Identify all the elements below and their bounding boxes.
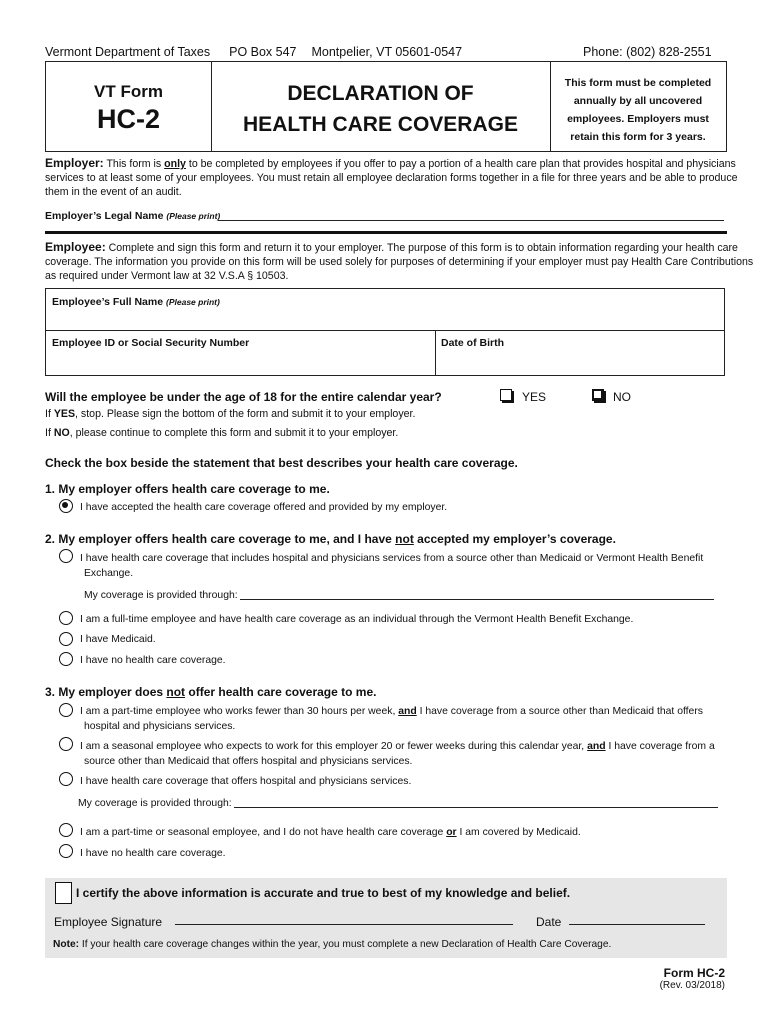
option-text: I have coverage from a	[608, 741, 715, 752]
po-box: PO Box 547	[229, 45, 297, 59]
section-2-option-3-label: I have Medicaid.	[80, 634, 156, 645]
certification-panel	[45, 878, 727, 958]
if-text: If	[45, 408, 51, 420]
section-3-option-3-label: I have health care coverage that offers hospital and physicians services.	[80, 776, 412, 787]
yes-checkbox[interactable]	[500, 389, 512, 401]
section-divider	[45, 231, 727, 234]
option-text: source other than Medicaid that offers hospital and physicians services.	[84, 756, 413, 767]
and-emphasis: and	[587, 741, 606, 752]
employee-text: coverage. The information you provide on this form will be used solely for purposes of determining if your employer must pay Health Care Contributions	[45, 256, 754, 268]
option-text: Exchange.	[84, 568, 134, 579]
no-checkbox[interactable]	[592, 389, 604, 401]
employer-text: to be completed by employees if you offer to pay a portion of a health care plan that provides hospital and physicians	[188, 158, 736, 170]
section-3-heading	[45, 685, 376, 699]
retention-note-line: retain this form for 3 years.	[570, 131, 706, 143]
heading-text: 3. My employer does	[45, 685, 164, 699]
employer-text: services to at least some of your employees. You must retain all employee declaration forms together in a file for three years and be able to produce	[45, 172, 738, 184]
only-emphasis: only	[164, 158, 186, 170]
check-heading: Check the box beside the statement that best describes your health care coverage.	[45, 456, 518, 470]
section-1-heading: 1. My employer offers health care coverage to me.	[45, 482, 330, 496]
note-lead: Note:	[53, 939, 80, 950]
employer-lead: Employer:	[45, 156, 104, 170]
section-2-option-4-label: I have no health care coverage.	[80, 655, 226, 666]
signature-field[interactable]	[175, 916, 513, 925]
section-3-option-1-label	[80, 704, 720, 734]
not-emphasis: not	[395, 532, 414, 546]
full-name-text: Employee’s Full Name	[52, 296, 164, 308]
option-text: I am a seasonal employee who expects to work for this employer 20 or fewer weeks during this calendar year,	[80, 741, 585, 752]
please-print-note: (Please print)	[166, 211, 221, 221]
option-text: I have coverage from a source other than Medicaid that offers	[419, 706, 703, 717]
box-divider	[435, 330, 436, 375]
option-text: I am a part-time or seasonal employee, and I do not have health care coverage	[80, 827, 444, 838]
retention-note-line: annually by all uncovered	[573, 95, 703, 107]
section-2-option-4-radio[interactable]	[59, 652, 73, 666]
certify-statement: I certify the above information is accurate and true to best of my knowledge and belief.	[76, 886, 571, 900]
heading-text: accepted my employer’s coverage.	[417, 532, 616, 546]
box-divider	[46, 330, 724, 331]
not-emphasis: not	[166, 685, 186, 699]
employer-instructions	[45, 156, 745, 199]
section-2-heading	[45, 532, 616, 546]
section-3-option-2-radio[interactable]	[59, 737, 73, 751]
section-2-provided-through-field[interactable]	[240, 588, 714, 600]
footer-revision: (Rev. 03/2018)	[659, 980, 725, 991]
option-text: I am covered by Medicaid.	[459, 827, 581, 838]
section-3-option-4-label	[80, 825, 581, 840]
title-box	[45, 61, 727, 152]
employee-id-label: Employee ID or Social Security Number	[52, 337, 250, 349]
department-name: Vermont Department of Taxes	[45, 45, 211, 59]
employee-text: Complete and sign this form and return it to your employer. The purpose of this form is to obtain information regarding your health care	[108, 242, 738, 254]
please-print-note: (Please print)	[166, 297, 220, 307]
employee-id-field[interactable]	[48, 351, 432, 373]
legal-name-text: Employer’s Legal Name	[45, 210, 164, 222]
section-2-option-3-radio[interactable]	[59, 632, 73, 646]
retention-note-line: This form must be completed	[564, 77, 712, 89]
header-address	[45, 45, 462, 59]
retention-note-line: employees. Employers must	[567, 113, 709, 125]
title-line-2: HEALTH CARE COVERAGE	[243, 113, 518, 136]
certify-checkbox[interactable]	[55, 882, 72, 904]
form-code: HC-2	[96, 104, 160, 134]
city-address: Montpelier, VT 05601-0547	[311, 45, 463, 59]
section-3-option-4-radio[interactable]	[59, 823, 73, 837]
if-text: If	[45, 427, 51, 439]
yes-emphasis: YES	[53, 408, 76, 420]
and-emphasis: and	[398, 706, 417, 717]
phone-number: Phone: (802) 828-2551	[583, 45, 712, 59]
employee-full-name-label	[52, 296, 220, 308]
section-3-provided-through-label: My coverage is provided through:	[78, 798, 232, 809]
section-2-option-2-label: I am a full-time employee and have health care coverage as an individual through the Vermont Health Benefit Exchange.	[80, 614, 634, 625]
footer-form-code: Form HC-2	[663, 966, 725, 980]
employer-text: them in the event of an audit.	[45, 186, 182, 198]
option-text: hospital and physicians services.	[84, 721, 236, 732]
section-2-option-2-radio[interactable]	[59, 611, 73, 625]
section-1-option-1-radio[interactable]	[59, 499, 73, 513]
heading-text: 2. My employer offers health care coverage to me, and I have	[45, 532, 392, 546]
if-yes-instruction	[45, 408, 415, 420]
section-3-option-1-radio[interactable]	[59, 703, 73, 717]
section-2-provided-through-label: My coverage is provided through:	[84, 590, 238, 601]
section-3-option-5-label: I have no health care coverage.	[80, 848, 226, 859]
title-divider	[211, 62, 212, 151]
section-2-option-1-radio[interactable]	[59, 549, 73, 563]
section-2-option-1-label	[80, 551, 720, 581]
yes-label: YES	[522, 390, 547, 404]
no-label: NO	[613, 390, 631, 404]
employee-text: as required under Vermont law at 32 V.S.A § 10503.	[45, 270, 289, 282]
employee-full-name-field[interactable]	[48, 309, 722, 328]
title-line-1: DECLARATION OF	[287, 82, 474, 105]
option-text: I am a part-time employee who works fewer than 30 hours per week,	[80, 706, 396, 717]
section-3-option-2-label	[80, 739, 730, 769]
employer-text: This form is	[106, 158, 162, 170]
if-no-instruction	[45, 427, 398, 439]
no-emphasis: NO	[53, 427, 70, 439]
date-label: Date	[536, 915, 562, 929]
section-3-option-3-radio[interactable]	[59, 772, 73, 786]
date-of-birth-label: Date of Birth	[441, 337, 504, 349]
or-emphasis: or	[446, 827, 457, 838]
option-text: I have health care coverage that includes hospital and physicians services from a source other than Medicaid or Vermont Health Benefit	[80, 553, 704, 564]
signature-label: Employee Signature	[54, 915, 163, 929]
employee-info-box	[45, 288, 725, 376]
employee-lead: Employee:	[45, 240, 106, 254]
employer-legal-name-field[interactable]	[218, 208, 724, 221]
note-body: If your health care coverage changes within the year, you must complete a new Declaration of Health Care Coverage.	[81, 939, 612, 950]
form-label: VT Form	[94, 82, 163, 101]
section-3-provided-through-field[interactable]	[234, 796, 718, 808]
section-3-option-5-radio[interactable]	[59, 844, 73, 858]
heading-text: offer health care coverage to me.	[188, 685, 377, 699]
employer-legal-name-label	[45, 210, 220, 222]
employee-instructions	[45, 240, 754, 283]
if-yes-text: , stop. Please sign the bottom of the form and submit it to your employer.	[75, 408, 416, 420]
date-of-birth-field[interactable]	[439, 351, 722, 373]
age-question: Will the employee be under the age of 18 for the entire calendar year?	[45, 390, 442, 404]
note-text	[53, 939, 611, 950]
section-1-option-1-label: I have accepted the health care coverage offered and provided by my employer.	[80, 502, 448, 513]
date-field[interactable]	[569, 916, 705, 925]
if-no-text: , please continue to complete this form and submit it to your employer.	[69, 427, 399, 439]
retention-note	[550, 74, 726, 146]
